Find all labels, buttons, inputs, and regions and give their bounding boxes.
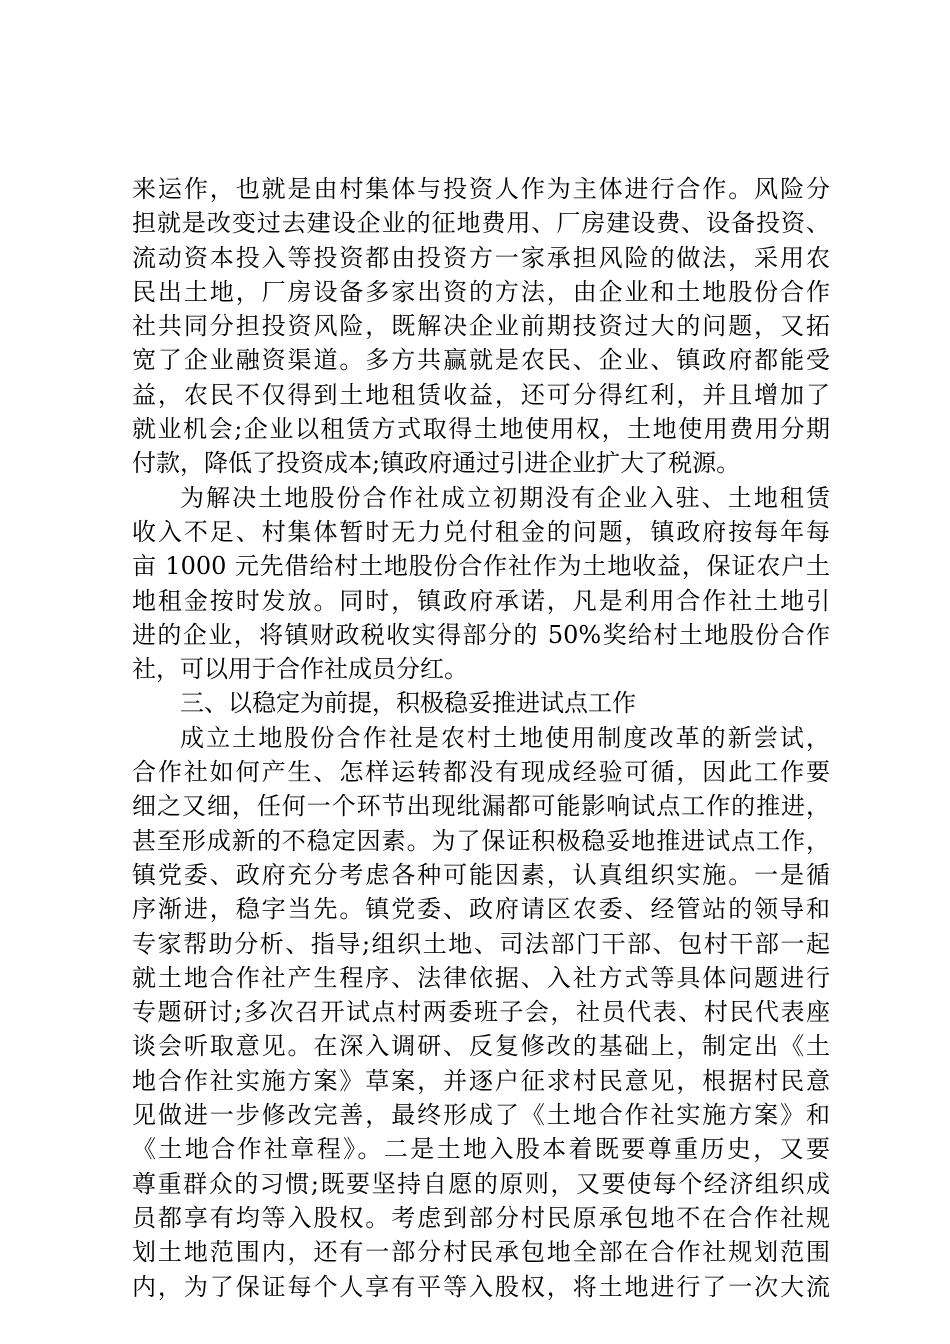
text-line: 就业机会;企业以租赁方式取得土地使用权，土地使用费用分期 [132,415,830,444]
text-line: 谈会听取意见。在深入调研、反复修改的基础上，制定出《土 [132,1032,830,1061]
text-line: 尊重群众的习惯;既要坚持自愿的原则，又要使每个经济组织成 [132,1169,830,1198]
text-line: 细之又细，任何一个环节出现纰漏都可能影响试点工作的推进， [132,792,830,821]
text-line: 《土地合作社章程》。二是土地入股本着既要尊重历史，又要 [132,1135,830,1164]
text-line: 社共同分担投资风险，既解决企业前期技资过大的问题，又拓 [132,312,830,341]
text-line: 担就是改变过去建设企业的征地费用、厂房建设费、设备投资、 [132,209,830,238]
text-line: 付款，降低了投资成本;镇政府通过引进企业扩大了税源。 [132,449,741,478]
text-line: 专家帮助分析、指导;组织土地、司法部门干部、包村干部一起 [132,929,830,958]
text-line: 地合作社实施方案》草案，并逐户征求村民意见，根据村民意 [132,1066,830,1095]
text-line: 流动资本投入等投资都由投资方一家承担风险的做法，采用农 [132,243,830,272]
text-line: 成立土地股份合作社是农村土地使用制度改革的新尝试， [180,723,830,752]
text-line: 亩 1000 元先借给村土地股份合作社作为土地收益，保证农户土 [132,552,830,581]
text-line: 划土地范围内，还有一部分村民承包地全部在合作社规划范围 [132,1238,830,1267]
text-line: 民出土地，厂房设备多家出资的方法，由企业和土地股份合作 [132,277,830,306]
text-line: 镇党委、政府充分考虑各种可能因素，认真组织实施。一是循 [132,860,830,889]
text-line: 见做进一步修改完善，最终形成了《土地合作社实施方案》和 [132,1101,830,1130]
text-line: 益，农民不仅得到土地租赁收益，还可分得红利，并且增加了 [132,380,830,409]
text-line: 甚至形成新的不稳定因素。为了保证积极稳妥地推进试点工作， [132,826,830,855]
text-line: 为解决土地股份合作社成立初期没有企业入驻、土地租赁 [180,483,830,512]
text-line: 地租金按时发放。同时，镇政府承诺，凡是利用合作社土地引 [132,586,830,615]
text-line: 宽了企业融资渠道。多方共赢就是农民、企业、镇政府都能受 [132,346,830,375]
text-line: 内，为了保证每个人享有平等入股权，将土地进行了一次大流 [132,1272,830,1301]
text-line: 员都享有均等入股权。考虑到部分村民原承包地不在合作社规 [132,1203,830,1232]
text-line: 来运作，也就是由村集体与投资人作为主体进行合作。风险分 [132,175,830,203]
text-line: 就土地合作社产生程序、法律依据、入社方式等具体问题进行 [132,963,830,992]
text-line: 合作社如何产生、怎样运转都没有现成经验可循，因此工作要 [132,758,830,787]
document-body [132,172,830,1304]
text-line: 三、以稳定为前提，积极稳妥推进试点工作 [180,689,636,718]
text-line: 序渐进，稳字当先。镇党委、政府请区农委、经管站的领导和 [132,895,830,924]
text-line: 社，可以用于合作社成员分红。 [132,655,468,684]
text-line: 专题研讨;多次召开试点村两委班子会，社员代表、村民代表座 [132,998,830,1027]
text-line: 进的企业，将镇财政税收实得部分的 50%奖给村土地股份合作 [132,620,830,649]
text-line: 收入不足、村集体暂时无力兑付租金的问题，镇政府按每年每 [132,517,830,546]
